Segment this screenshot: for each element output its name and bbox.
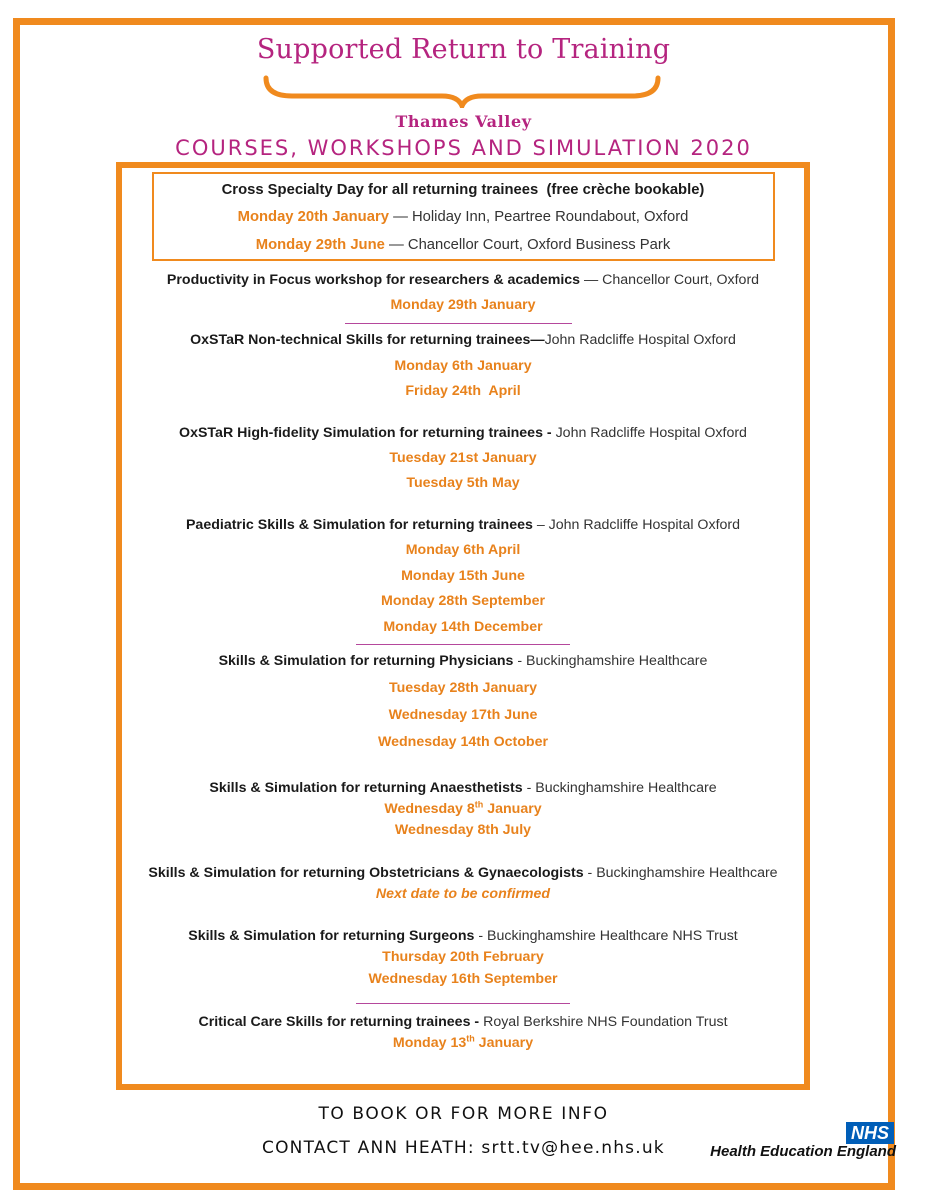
course-location: - Buckinghamshire Healthcare [522,780,717,796]
course-title: Paediatric Skills & Simulation for returning trainees [185,517,533,533]
course-title: Skills & Simulation for returning Physicians [218,653,514,669]
nhs-logo: NHS [846,1122,894,1144]
contact-line[interactable]: CONTACT ANN HEATH: srtt.tv@hee.nhs.uk [262,1138,665,1158]
course-heading [116,423,810,443]
course-location: — Chancellor Court, Oxford [580,272,760,288]
course-date-tbc: Next date to be confirmed [375,886,551,902]
course-date: Monday 15th June [401,568,525,584]
session-location: — Chancellor Court, Oxford Business Park [384,237,671,253]
course-date [116,1033,810,1053]
course-title: Productivity in Focus workshop for researchers & academics [166,272,581,288]
curly-brace-divider [262,74,662,108]
date-day: Monday 13 [392,1035,467,1051]
course-location: John Radcliffe Hospital Oxford [544,332,736,348]
course-heading [116,926,810,946]
course-location: - Buckinghamshire Healthcare [583,865,778,881]
course-title: Skills & Simulation for returning Surgeons [188,928,475,944]
course-location: – John Radcliffe Hospital Oxford [532,517,741,533]
course-title: Critical Care Skills for returning trainees - [198,1014,480,1030]
date-day: Wednesday 8 [384,801,475,817]
course-heading [116,515,810,535]
page-title: Supported Return to Training [256,34,671,65]
cross-specialty-session [116,207,810,227]
section-divider [356,644,570,645]
course-heading [116,778,810,798]
course-location: - Buckinghamshire Healthcare [513,653,708,669]
session-date: Monday 20th January [237,209,389,225]
course-heading [116,330,810,350]
course-date: Monday 29th January [390,297,536,313]
course-date: Monday 6th April [405,542,521,558]
course-title: OxSTaR High-fidelity Simulation for returning trainees - [179,425,552,441]
course-date: Tuesday 21st January [389,450,537,466]
creche-note: (free crèche bookable) [546,182,705,198]
course-date: Tuesday 28th January [389,680,537,696]
section-divider [356,1003,570,1004]
course-title: Skills & Simulation for returning Obstetricians & Gynaecologists [148,865,584,881]
course-title: Skills & Simulation for returning Anaesthetists [209,780,523,796]
section-divider [345,323,572,324]
cross-specialty-heading [116,180,810,200]
session-date: Monday 29th June [255,237,385,253]
course-date: Tuesday 5th May [406,475,520,491]
course-location: Royal Berkshire NHS Foundation Trust [479,1014,728,1030]
organisation-name: Health Education England [710,1143,896,1160]
course-heading [116,863,810,883]
course-date: Monday 6th January [394,358,532,374]
date-ordinal: th [466,1033,475,1044]
date-ordinal: th [474,799,484,810]
date-month: January [483,801,542,817]
course-date: Wednesday 16th September [368,971,558,987]
course-location: - Buckinghamshire Healthcare NHS Trust [474,928,738,944]
cross-specialty-title: Cross Specialty Day for all returning trainees [221,182,539,198]
course-date: Wednesday 14th October [377,734,549,750]
course-date: Monday 14th December [383,619,543,635]
course-date: Friday 24th April [405,383,521,399]
cross-specialty-session [116,235,810,255]
course-date: Monday 28th September [381,593,545,609]
session-location: — Holiday Inn, Peartree Roundabout, Oxford [388,209,689,225]
course-heading [116,1012,810,1032]
region-subtitle: Thames Valley [395,112,532,131]
course-date: Thursday 20th February [382,949,544,965]
course-date: Wednesday 17th June [388,707,538,723]
course-heading [116,270,810,290]
booking-info-heading: TO BOOK OR FOR MORE INFO [318,1104,609,1124]
course-date: Wednesday 8th July [394,822,532,838]
course-date [116,799,810,819]
course-title: OxSTaR Non-technical Skills for returning trainees— [190,332,545,348]
date-month: January [474,1035,534,1051]
course-location: John Radcliffe Hospital Oxford [551,425,747,441]
course-heading [116,651,810,671]
section-heading: COURSES, WORKSHOPS AND SIMULATION 2020 [175,136,752,160]
